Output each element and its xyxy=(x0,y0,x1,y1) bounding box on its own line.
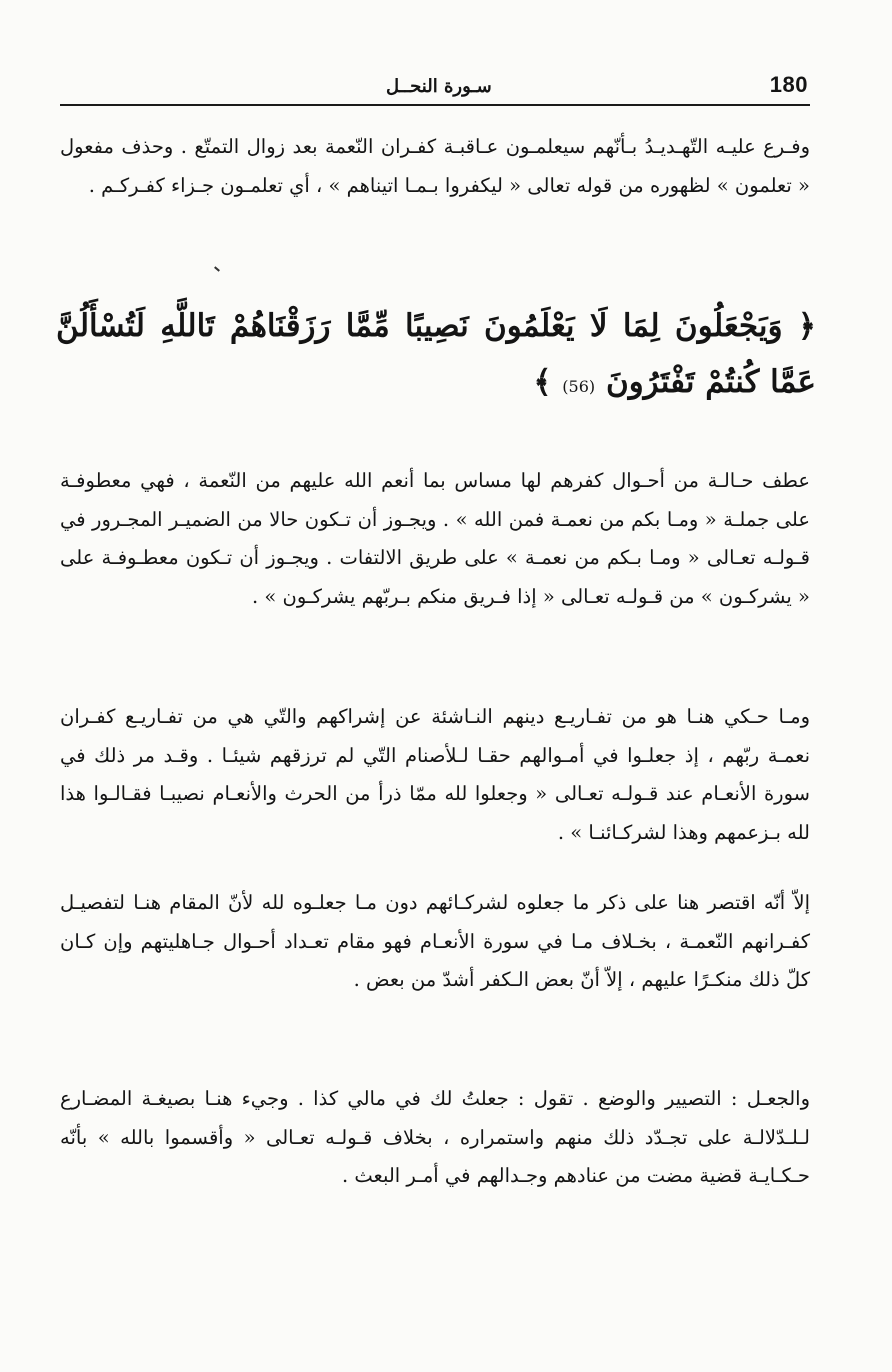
paragraph-1: وفـرع عليـه التّهـديـدُ بـأنّهم سيعلمـون عـاقبـة كفـران النّعمة بعد زوال التمتّع . وحذف مفعول « تعلمون » لظهوره من قوله تعالى « ليكفروا بـمـا اتيناهم » ، أي تعلمـون جـزاء كفـركـم . xyxy=(60,135,810,197)
verse-text: ﴿ وَيَجْعَلُونَ لِمَا لَا يَعْلَمُونَ نَصِيبًا مِّمَّا رَزَقْنَاهُمْ تَاللَّهِ لَتُسْأَلُنَّ عَمَّا كُنتُمْ تَفْتَرُونَ xyxy=(56,308,816,400)
page-number: 180 xyxy=(769,72,808,97)
page-header xyxy=(60,66,810,106)
paragraph-3: ومـا حـكي هنـا هو من تفـاريـع دينهم النـاشئة عن إشراكهم والتّي هي من تفـاريـع كفـران نعمـة ربّهم ، إذ جعلـوا في أمـوالهم حقـا لـلأصنام التّي لم ترزقهم شيئـا . وقـد مر ذلك في سورة الأنعـام عند قـولـه تعـالى « وجعلوا لله ممّا ذرأ من الحرث والأنعـام نصيبـا فقـالـوا هذا لله بـزعمهم وهذا لشركـائنـا » . xyxy=(60,705,810,844)
surah-title: سـورة النحــل xyxy=(386,76,492,97)
paragraph-2: عطف حـالـة من أحـوال كفرهم لها مساس بما أنعم الله عليهم من النّعمة ، فهي معطوفـة على جملـة « ومـا بكم من نعمـة فمن الله » . ويجـوز أن تـكون حالا من الضميـر المجـرور في قـولـه تعـالى « ومـا بـكم من نعمـة » على طريق الالتفات . ويجـوز أن تـكون معطـوفـة على « يشركـون » من قـولـه تعـالى « إذا فـريق منكم بـربّهم يشركـون » . xyxy=(60,469,810,608)
stray-mark xyxy=(214,266,220,271)
paragraph-4: إلاّ أنّه اقتصر هنا على ذكر ما جعلوه لشركـائهم دون مـا جعلـوه لله لأنّ المقام هنـا لتفصيـل كفـرانهم النّعمـة ، بخـلاف مـا في سورة الأنعـام فهو مقام تعـداد أحـوال جـاهليتهم وإن كـان كلّ ذلك منكـرًا عليهم ، إلاّ أنّ بعض الـكفر أشدّ من بعض . xyxy=(60,891,810,991)
verse-number: (56) xyxy=(562,377,596,396)
verse-end-bracket: ﴾ xyxy=(533,364,552,400)
quran-verse xyxy=(56,298,816,415)
paragraph-5: والجعـل : التصيير والوضع . تقول : جعلتُ لك في مالي كذا . وجيء هنـا بصيغـة المضـارع لـلـدّلالـة على تجـدّد ذلك منهم واستمراره ، بخلاف قـولـه تعـالى « وأقسموا بالله » بأنّه حـكـايـة قضية مضت من عنادهم وجـدالهم في أمـر البعث . xyxy=(60,1087,810,1187)
